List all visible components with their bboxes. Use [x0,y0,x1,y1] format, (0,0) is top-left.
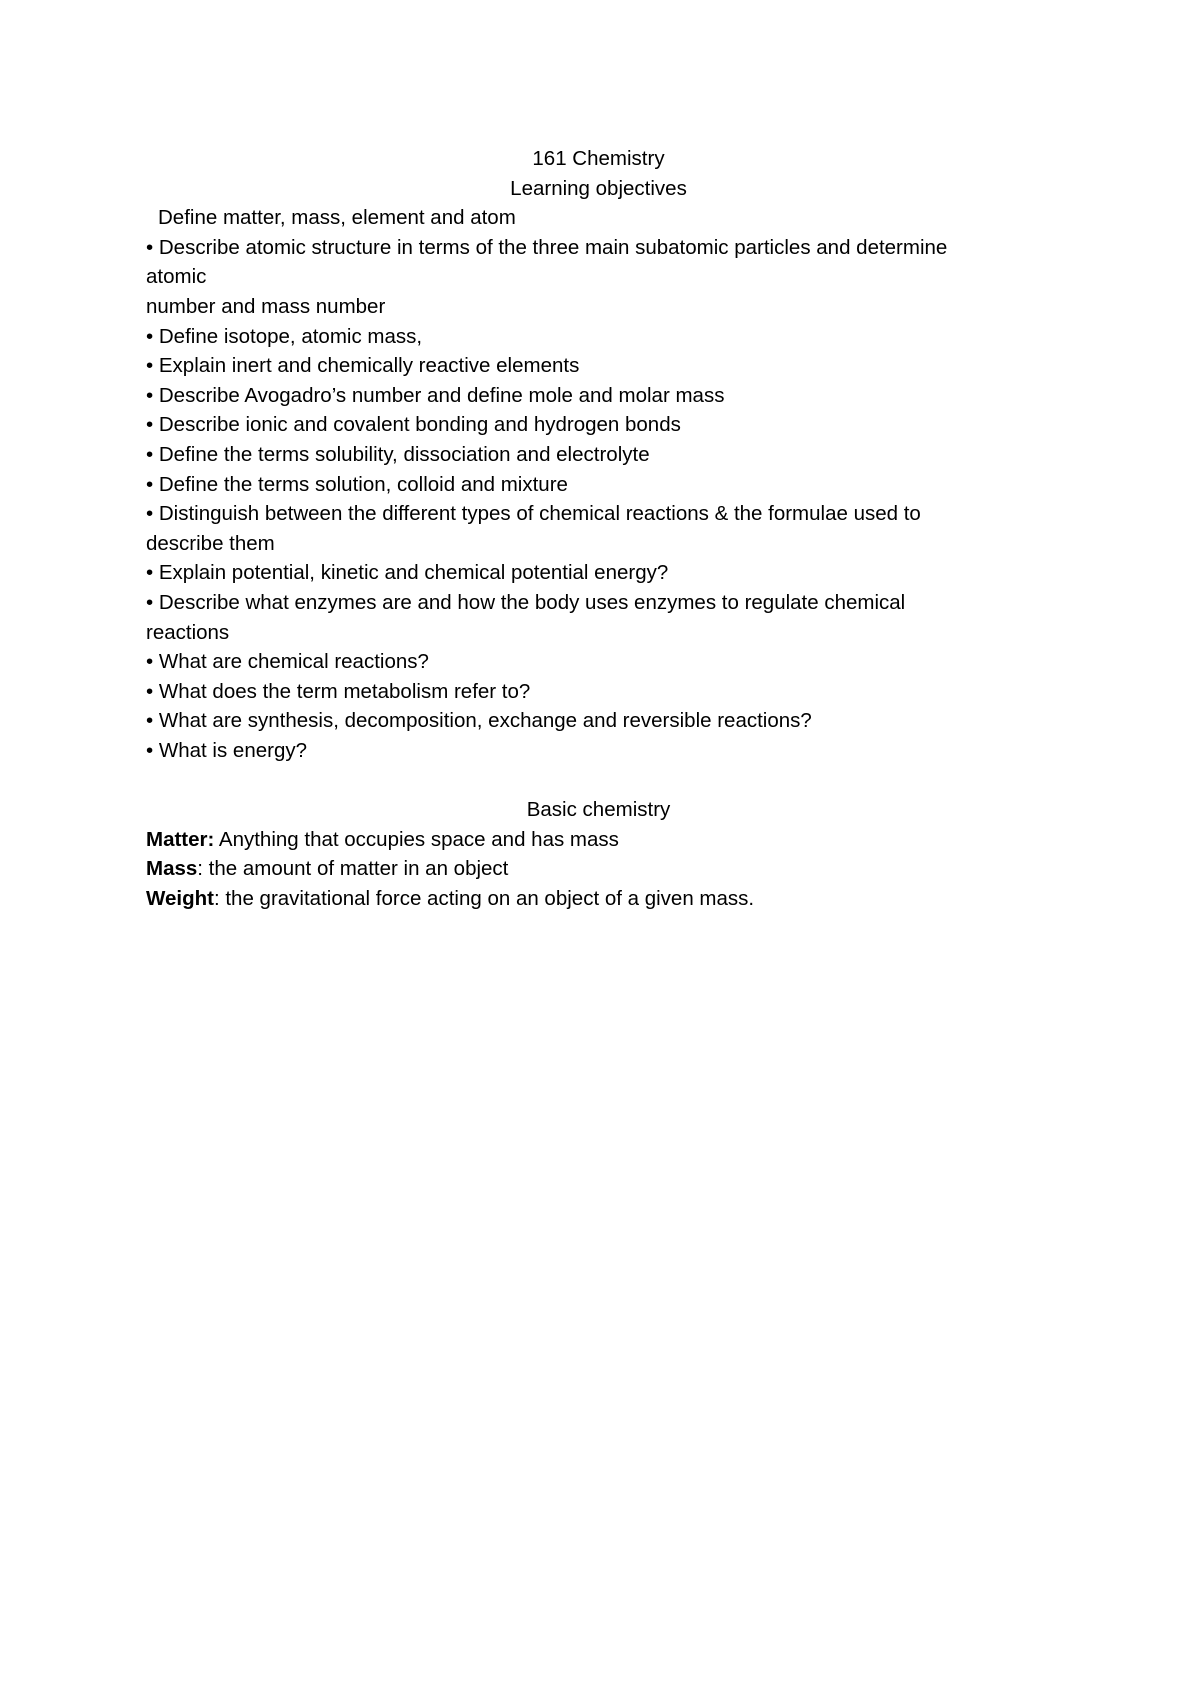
definitions-list [146,825,1051,914]
objective-line: • Describe what enzymes are and how the body uses enzymes to regulate chemical [146,590,906,614]
definition-mass [146,854,1051,884]
objective-line: • Describe ionic and covalent bonding and hydrogen bonds [146,413,681,437]
definition-term: Matter: [146,827,215,851]
objective-line: • Define the terms solution, colloid and mixture [146,472,568,496]
definition-text: : the gravitational force acting on an object of a given mass. [213,886,755,910]
objective-line: • Define isotope, atomic mass, [146,324,423,348]
objective-line: describe them [146,531,275,555]
objective-line: • Define the terms solubility, dissociation and electrolyte [146,442,650,466]
objective-line: • What does the term metabolism refer to? [146,679,531,703]
objective-line: • Distinguish between the different types of chemical reactions & the formulae used to [146,502,921,526]
definition-weight [146,884,1051,914]
definition-term: Weight [146,886,214,910]
objective-line: • Explain potential, kinetic and chemical potential energy? [146,561,669,585]
definition-matter [146,825,1051,855]
section-heading: Basic chemistry [526,798,671,822]
objective-line: • Describe Avogadro’s number and define mole and molar mass [146,383,725,407]
objective-line: reactions [146,620,230,644]
objective-line: • What are synthesis, decomposition, exchange and reversible reactions? [146,709,812,733]
blank-line [146,765,1051,795]
objectives-list [146,233,1051,766]
objective-line: number and mass number [146,294,386,318]
definition-text: Anything that occupies space and has mass [214,827,619,851]
objective-line: • Explain inert and chemically reactive elements [146,354,580,378]
document-subtitle: Learning objectives [510,176,687,200]
intro-line: Define matter, mass, element and atom [158,206,516,230]
definition-text: : the amount of matter in an object [197,857,509,881]
objective-line: • What is energy? [146,738,307,762]
objective-line: atomic [146,265,207,289]
objective-line: • Describe atomic structure in terms of the three main subatomic particles and determine [146,235,948,259]
objective-line: • What are chemical reactions? [146,650,429,674]
document-body [146,144,1051,913]
document-title: 161 Chemistry [532,147,665,170]
definition-term: Mass [146,857,198,881]
